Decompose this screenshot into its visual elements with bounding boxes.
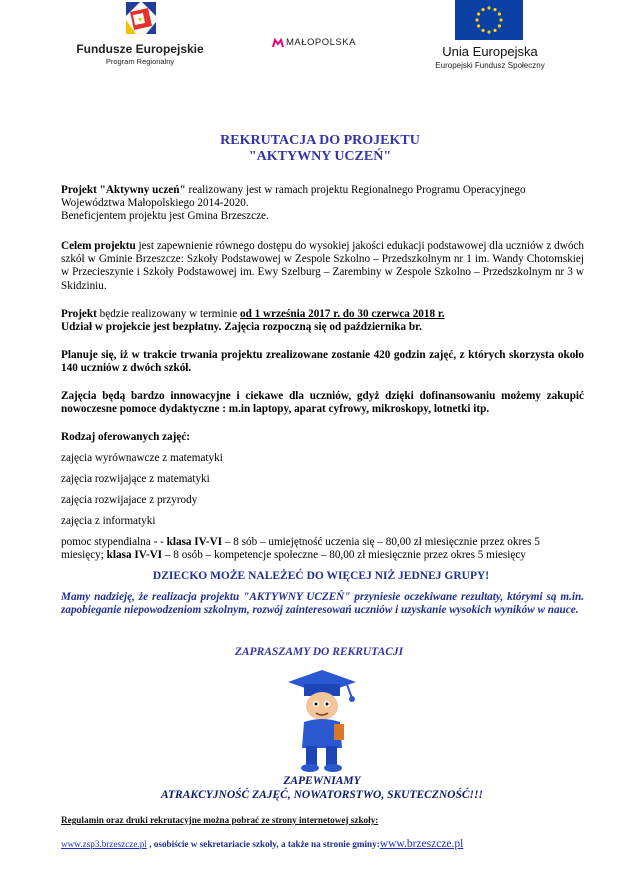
beneficiary-text: Beneficjentem projektu jest Gmina Brzeszcze. xyxy=(61,210,269,223)
hope-a: Mamy nadzieję, że realizacja projektu xyxy=(61,591,244,603)
stipend-info xyxy=(61,536,584,562)
title-line-2: "AKTYWNY UCZEŃ" xyxy=(248,149,392,164)
fe-emblem-icon xyxy=(124,0,158,36)
project-dates: od 1 września 2017 r. do 30 czerwca 2018 r. xyxy=(240,308,445,320)
class-item: zajęcia rozwijajace z przyrody xyxy=(61,494,198,506)
ue-subtitle: Europejski Fundusz Społeczny xyxy=(435,61,545,70)
eu-flag-icon xyxy=(455,0,523,40)
project-timeline xyxy=(61,308,584,334)
stipend-a: pomoc stypendialna - - xyxy=(61,536,167,548)
unia-europejska-logo xyxy=(420,0,580,72)
innovative-classes: Zajęcia będą bardzo innowacyjne i ciekawe dla uczniów, gdyż dzięki dofinansowaniu możemy zakupić nowoczesne pomoce dydaktyczne : m.in laptopy, aparat cyfrowy, mikroskopy, lotnetki itp. xyxy=(61,390,584,416)
stipend-class-2: klasa IV-VI xyxy=(106,549,163,562)
hope-b: "AKTYWNY UCZEŃ" xyxy=(243,591,351,603)
planned-hours: Planuje się, iż w trakcie trwania projektu zrealizowane zostanie 420 godzin zajęć, z których skorzysta około 140 uczniów z dwóch szkół. xyxy=(61,349,584,375)
stipend-c: – 8 sób – umiejętność uczenia się – 80,00 zł miesięcznie przez okres 5 miesięcy; xyxy=(61,536,540,562)
expected-results xyxy=(61,591,584,617)
school-website-link[interactable]: www.zsp3.brzeszcze.pl xyxy=(61,839,147,849)
project-intro xyxy=(61,184,584,224)
stipend-e: – 8 osób – kompetencje społeczne – 80,00 zł miesięcznie przez okres 5 miesięcy xyxy=(162,549,526,562)
guarantee-line-1: ZAPEWNIAMY xyxy=(283,775,361,787)
malopolska-text: MAŁOPOLSKA xyxy=(286,37,356,48)
ue-title: Unia Europejska xyxy=(442,44,538,59)
project-goal-lead: Celem projektu xyxy=(61,240,136,252)
page-title xyxy=(0,133,640,165)
rules-note: Regulamin oraz druki rekrutacyjne można pobrać ze strony internetowej szkoły: xyxy=(61,815,379,825)
malopolska-logo xyxy=(272,36,372,52)
project-goal-text: jest zapewnienie równego dostępu do wysokiej jakości edukacji podstawowej dla uczniów z dwóch szkół w Gminie Brzeszcze: Szkoły Podstawowej w Zespole Szkolno – Przedszkolnym nr 1 im. Wandy Chotomskiej w Przecieszynie i Szkoły Podstawowej im. Ewy Szelburg – Zarembiny w Zespole Szkolno – Przedszkolnym nr 3 w Skidziniu. xyxy=(61,240,584,292)
guarantee-line-2: ATRAKCYJNOŚĆ ZAJĘĆ, NOWATORSTWO, SKUTECZNOŚĆ!!! xyxy=(161,789,483,801)
malopolska-m-icon xyxy=(272,38,284,48)
fe-subtitle: Program Regionalny xyxy=(105,57,175,66)
footer-middle-text: , osobiście w sekretariacie szkoły, a także na stronie gminy: xyxy=(146,839,380,849)
project-timeline-text: będzie realizowany w terminie xyxy=(96,308,241,320)
project-timeline-lead: Projekt xyxy=(61,308,97,320)
class-item: zajęcia rozwijające z matematyki xyxy=(61,473,210,485)
student-mascot-image xyxy=(280,666,360,774)
municipality-website-link[interactable]: www.brzeszcze.pl xyxy=(379,838,464,850)
group-note: DZIECKO MOŻE NALEŻEĆ DO WIĘCEJ NIŻ JEDNEJ GRUPY! xyxy=(152,570,490,582)
fe-title: Fundusze Europejskie xyxy=(76,42,204,56)
invite-heading: ZAPRASZAMY DO REKRUTACJI xyxy=(234,646,404,658)
project-intro-lead: Projekt "Aktywny uczeń" xyxy=(61,184,186,196)
guarantee xyxy=(0,774,644,802)
project-intro-text: realizowany jest w ramach projektu Regionalnego Programu Operacyjnego Województwa Małopolskiego 2014-2020. xyxy=(61,184,526,210)
hope-c: przyniesie oczekiwane rezultaty, którymi są m.in. zapobieganie niepowodzeniom szkolnym, rozwój zainteresowań uczniów i uzyskanie wysokich wyników w nauce. xyxy=(61,591,584,617)
class-item: zajęcia wyrównawcze z matematyki xyxy=(61,452,223,464)
title-line-1: REKRUTACJA DO PROJEKTU xyxy=(220,133,420,148)
fundusze-europejskie-logo xyxy=(65,0,215,70)
class-item: zajęcia z informatyki xyxy=(61,515,156,527)
free-participation: Udział w projekcie jest bezpłatny. Zajęcia rozpoczną się od października br. xyxy=(61,321,422,334)
classes-heading: Rodzaj oferowanych zajęć: xyxy=(61,431,191,443)
stipend-class-1: klasa IV-VI xyxy=(166,536,223,548)
footer-links xyxy=(61,838,621,850)
project-goal xyxy=(61,240,584,293)
